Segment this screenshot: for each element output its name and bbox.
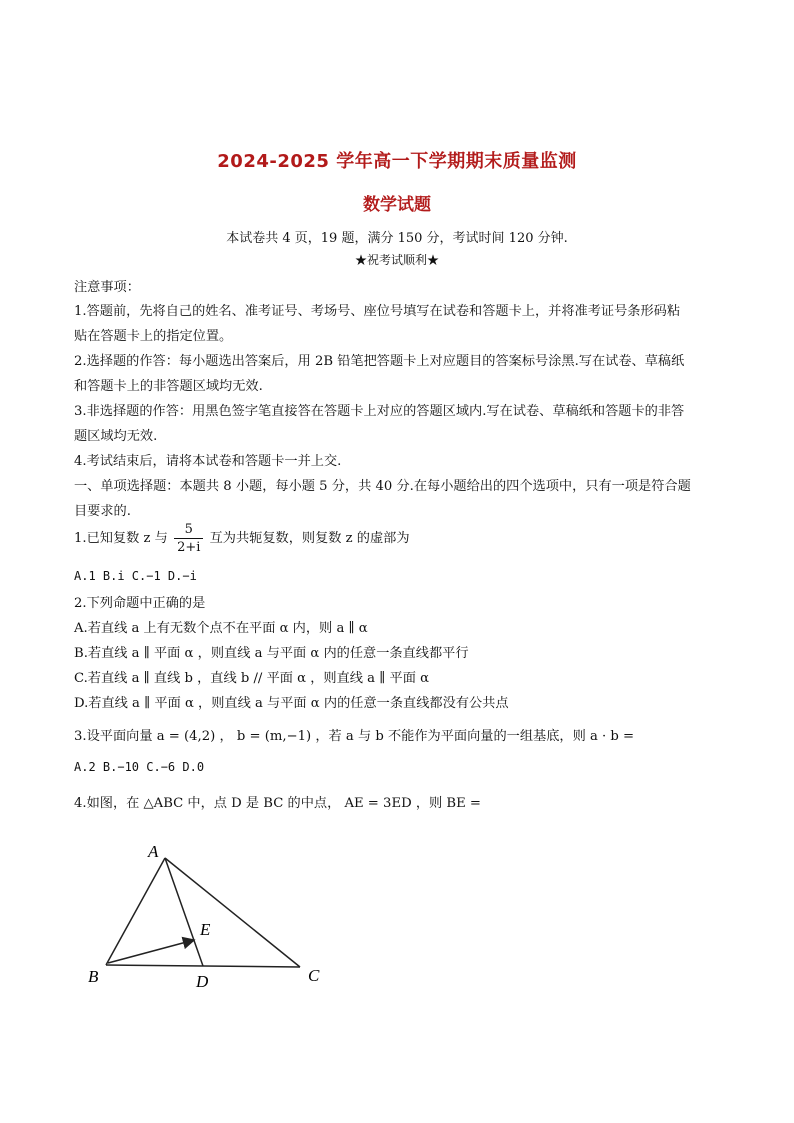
- q1-post: 互为共轭复数，则复数 z 的虚部为: [209, 531, 410, 546]
- note-2-line-2: 和答题卡上的非答题区域均无效.: [74, 379, 263, 394]
- question-1-stem: [74, 521, 410, 556]
- question-4-stem: 4.如图，在 △ABC 中，点 D 是 BC 的中点， AE = 3ED ，则 BE =: [74, 796, 481, 811]
- note-3-line-1: 3.非选择题的作答：用黑色签字笔直接答在答题卡上对应的答题区域内.写在试卷、草稿纸和答题卡的非答: [74, 404, 685, 419]
- vector-be: [108, 940, 194, 963]
- q1-fraction: [174, 521, 203, 556]
- exam-title: 2024-2025 学年高一下学期期末质量监测: [217, 151, 577, 172]
- exam-info: 本试卷共 4 页，19 题，满分 150 分，考试时间 120 分钟.: [226, 231, 568, 246]
- label-b: B: [88, 967, 99, 986]
- triangle-figure: [70, 835, 350, 1000]
- question-2-option-c: C.若直线 a ∥ 直线 b ，直线 b // 平面 α ，则直线 a ∥ 平面 α: [74, 671, 429, 686]
- note-3-line-2: 题区域均无效.: [74, 429, 158, 444]
- exam-wish: ★祝考试顺利★: [354, 253, 439, 267]
- question-2-stem: 2.下列命题中正确的是: [74, 596, 206, 611]
- note-2-line-1: 2.选择题的作答：每小题选出答案后，用 2B 铅笔把答题卡上对应题目的答案标号涂黑.写在试卷、草稿纸: [74, 354, 685, 369]
- label-d: D: [196, 972, 209, 991]
- question-3-stem: 3.设平面向量 a = (4,2) ， b = (m,−1) ，若 a 与 b 不能作为平面向量的一组基底，则 a · b =: [74, 729, 635, 744]
- q1-pre: 1.已知复数 z 与: [74, 531, 168, 546]
- label-e: E: [200, 920, 211, 939]
- label-a: A: [148, 842, 159, 861]
- note-1-line-2: 贴在答题卡上的指定位置。: [74, 329, 233, 344]
- side-ab: [106, 858, 165, 965]
- q1-numerator: 5: [174, 521, 203, 539]
- notes-heading: 注意事项：: [74, 280, 140, 295]
- section-1-line-2: 目要求的.: [74, 504, 131, 519]
- exam-subtitle: 数学试题: [363, 195, 431, 215]
- q1-denominator: 2+i: [177, 540, 201, 555]
- section-1-line-1: 一、单项选择题：本题共 8 小题，每小题 5 分，共 40 分.在每小题给出的四个选项中，只有一项是符合题: [74, 479, 691, 494]
- question-2-option-a: A.若直线 a 上有无数个点不在平面 α 内，则 a ∥ α: [74, 621, 368, 636]
- label-c: C: [308, 966, 320, 985]
- question-1-options: A.1 B.i C.−1 D.−i: [74, 569, 197, 583]
- note-4: 4.考试结束后，请将本试卷和答题卡一并上交.: [74, 454, 342, 469]
- side-ac: [165, 858, 300, 967]
- question-2-option-b: B.若直线 a ∥ 平面 α ，则直线 a 与平面 α 内的任意一条直线都平行: [74, 646, 469, 661]
- question-2-option-d: D.若直线 a ∥ 平面 α ，则直线 a 与平面 α 内的任意一条直线都没有公共点: [74, 696, 509, 711]
- question-3-options: A.2 B.−10 C.−6 D.0: [74, 760, 205, 774]
- note-1-line-1: 1.答题前，先将自己的姓名、准考证号、考场号、座位号填写在试卷和答题卡上，并将准考证号条形码粘: [74, 304, 681, 319]
